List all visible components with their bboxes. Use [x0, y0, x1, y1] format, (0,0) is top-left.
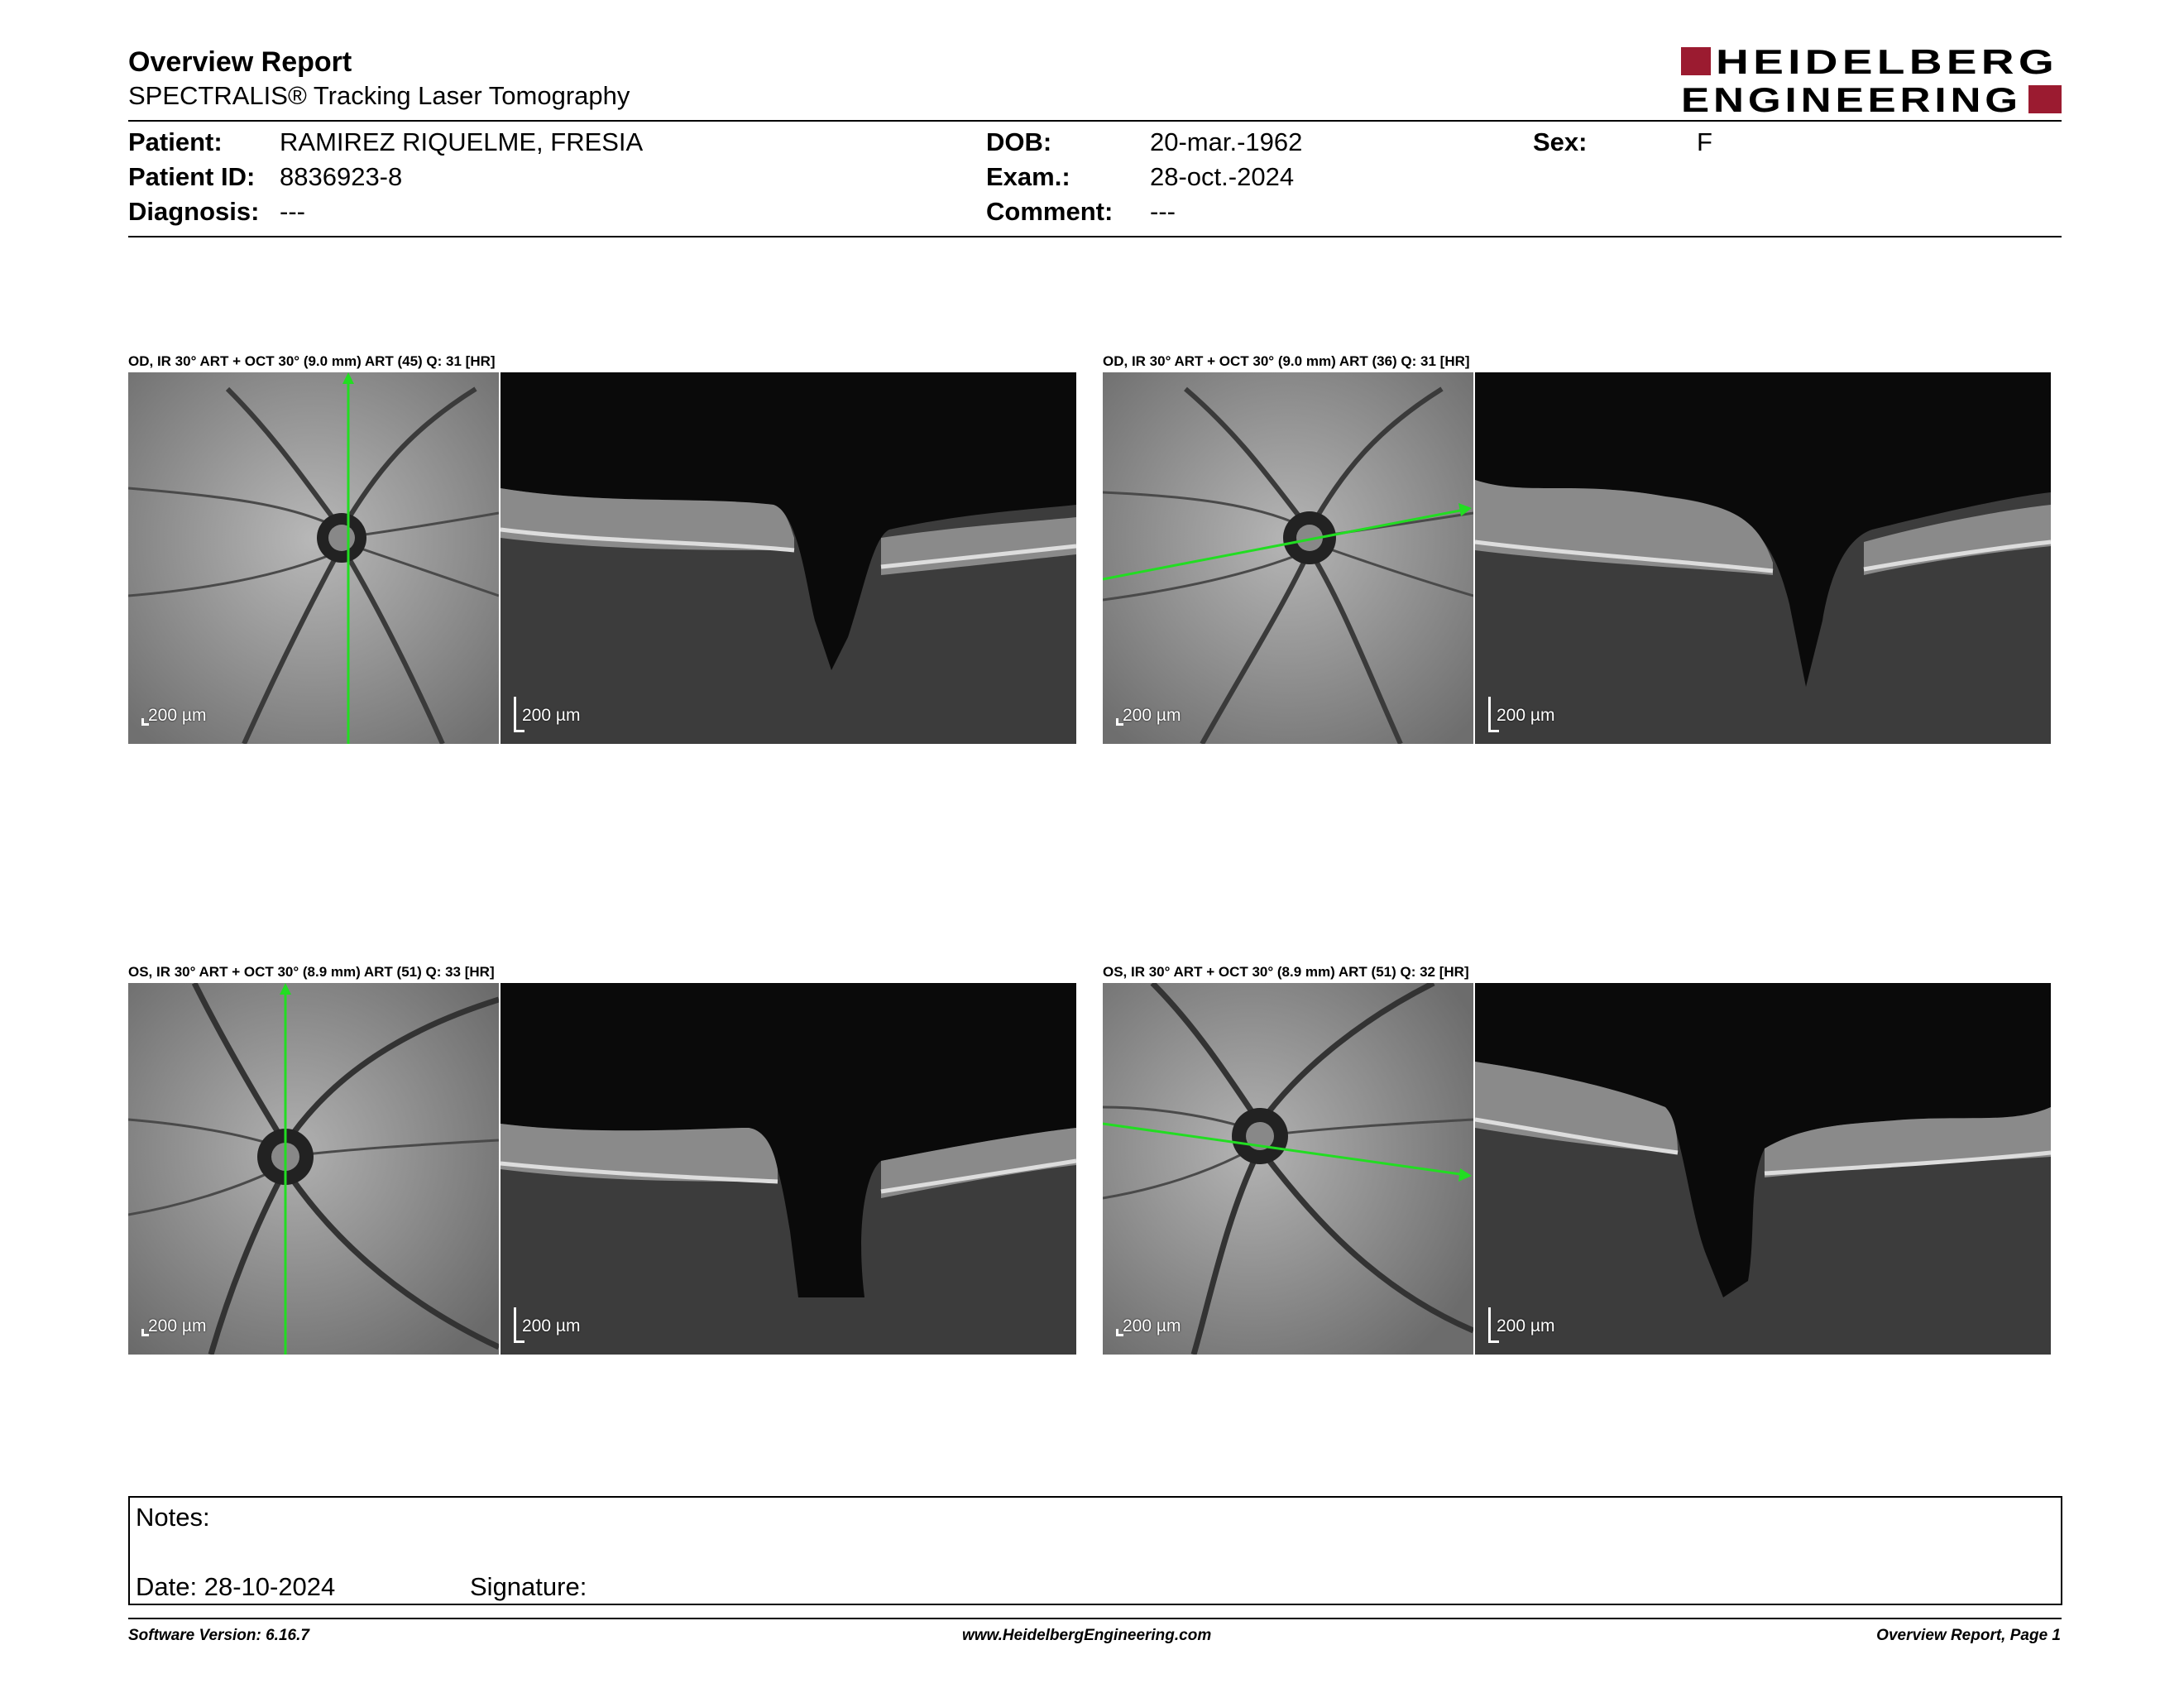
date-label: Date: 28-10-2024: [136, 1572, 336, 1601]
heidelberg-logo: [1681, 46, 2062, 115]
comment-value: ---: [1150, 197, 1176, 226]
fundus-image: [128, 983, 499, 1355]
scale-label: 200 µm: [1123, 1316, 1181, 1336]
comment-label: Comment:: [986, 197, 1114, 226]
patient-id-label: Patient ID:: [128, 162, 256, 191]
patient-label: Patient:: [128, 127, 223, 156]
scale-label: 200 µm: [1497, 706, 1555, 725]
notes-box[interactable]: [128, 1496, 2062, 1605]
signature-label: Signature:: [470, 1572, 587, 1601]
scale-label: 200 µm: [1123, 706, 1181, 725]
scale-label: 200 µm: [522, 706, 581, 725]
patient-name: RAMIREZ RIQUELME, FRESIA: [280, 127, 644, 156]
software-version: Software Version: 6.16.7: [128, 1627, 309, 1644]
sex-label: Sex:: [1533, 127, 1588, 156]
footer-divider: [128, 1618, 2062, 1619]
oct-bscan-image: [500, 983, 1076, 1355]
sex-value: F: [1697, 127, 1712, 156]
scale-label: 200 µm: [148, 1316, 207, 1336]
patient-id-value: 8836923-8: [280, 162, 403, 191]
fundus-image: [128, 372, 499, 744]
scale-label: 200 µm: [1497, 1316, 1555, 1336]
diagnosis-label: Diagnosis:: [128, 197, 260, 226]
diagnosis-value: ---: [280, 197, 305, 226]
scan-line: [128, 372, 499, 744]
logo-text-2: ENGINEERING: [1681, 80, 2022, 115]
exam-value: 28-oct.-2024: [1150, 162, 1295, 191]
scale-label: 200 µm: [522, 1316, 581, 1336]
info-divider: [128, 236, 2062, 237]
oct-bscan-image: [1475, 372, 2051, 744]
panel-caption: OD, IR 30° ART + OCT 30° (9.0 mm) ART (36) Q: 31 [HR]: [1103, 353, 1470, 369]
page-number: Overview Report, Page 1: [1876, 1627, 2061, 1644]
notes-label: Notes:: [136, 1503, 210, 1532]
website-link[interactable]: www.HeidelbergEngineering.com: [962, 1627, 1212, 1644]
scan-line: [1103, 983, 1473, 1355]
dob-label: DOB:: [986, 127, 1052, 156]
panel-caption: OS, IR 30° ART + OCT 30° (8.9 mm) ART (51) Q: 32 [HR]: [1103, 964, 1469, 980]
report-title: Overview Report: [128, 46, 352, 78]
oct-bscan-image: [1475, 983, 2051, 1355]
scan-line: [1103, 372, 1473, 744]
dob-value: 20-mar.-1962: [1150, 127, 1303, 156]
logo-text-1: HEIDELBERG: [1716, 46, 2058, 81]
panel-caption: OS, IR 30° ART + OCT 30° (8.9 mm) ART (51) Q: 33 [HR]: [128, 964, 495, 980]
header-divider: [128, 120, 2062, 122]
panel-caption: OD, IR 30° ART + OCT 30° (9.0 mm) ART (45) Q: 31 [HR]: [128, 353, 496, 369]
fundus-image: [1103, 372, 1473, 744]
fundus-image: [1103, 983, 1473, 1355]
scale-label: 200 µm: [148, 706, 207, 725]
report-subtitle: SPECTRALIS® Tracking Laser Tomography: [128, 81, 630, 110]
scan-line: [128, 983, 499, 1355]
exam-label: Exam.:: [986, 162, 1070, 191]
oct-bscan-image: [500, 372, 1076, 744]
